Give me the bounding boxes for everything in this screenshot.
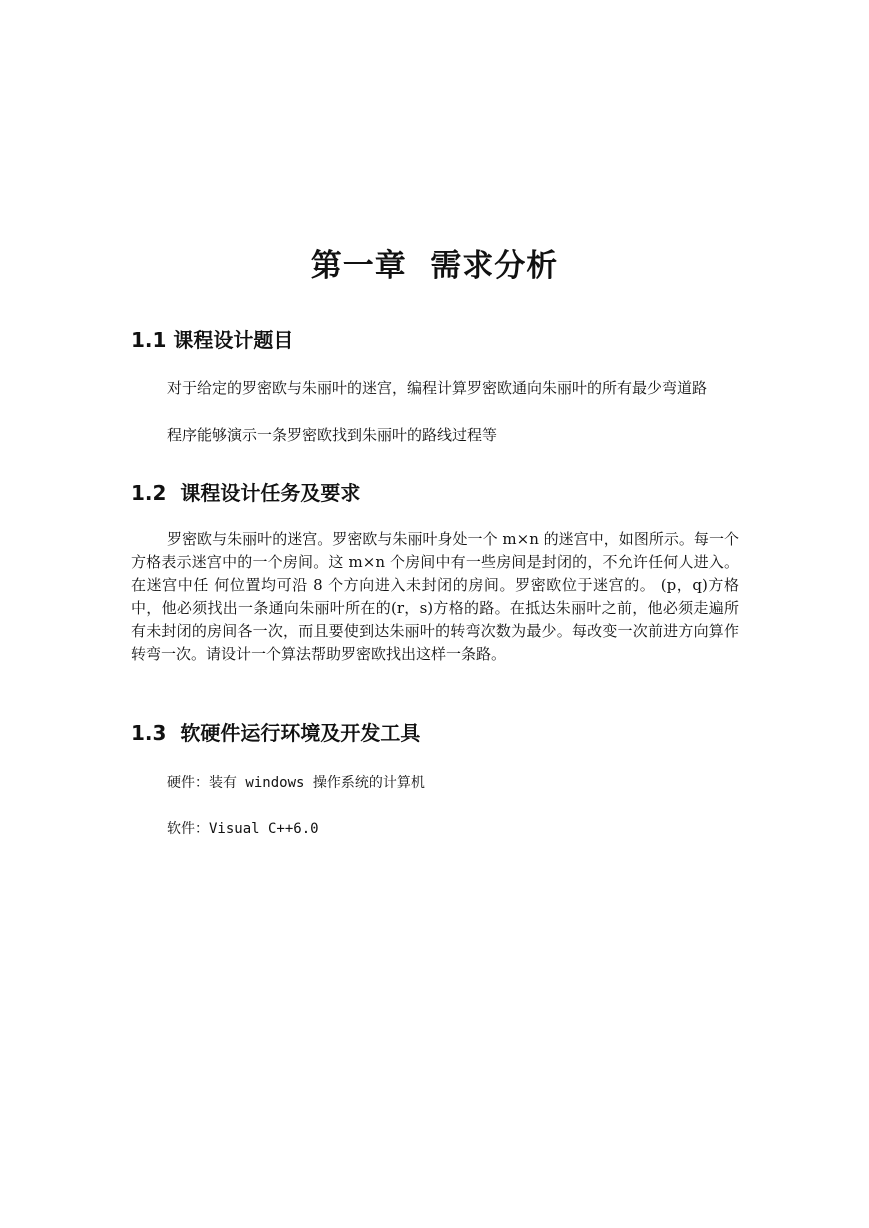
section-heading-1-3: 1.3 软硬件运行环境及开发工具 (131, 721, 421, 745)
section-1-2-paragraph-1: 罗密欧与朱丽叶的迷宫。罗密欧与朱丽叶身处一个 m×n 的迷宫中，如图所示。每一个方格表示迷宫中的一个房间。这 m×n 个房间中有一些房间是封闭的，不允许任何人进入。在迷宫中任 何位置均可沿 8 个方向进入未封闭的房间。罗密欧位于迷宫的。 (p，q)方格中，他必须找出一条通向朱丽叶所在的(r，s)方格的路。在抵达朱丽叶之前，他必须走遍所有未封闭的房间各一次，而且要使到达朱丽叶的转弯次数为最少。每改变一次前进方向算作转弯一次。请设计一个算法帮助罗密欧找出这样一条路。 (131, 530, 739, 663)
section-1-1-paragraph-1: 对于给定的罗密欧与朱丽叶的迷宫，编程计算罗密欧通向朱丽叶的所有最少弯道路 (167, 379, 708, 397)
chapter-title: 第一章 需求分析 (310, 248, 559, 284)
section-heading-1-2: 1.2 课程设计任务及要求 (131, 481, 361, 505)
section-1-3-software: 软件：Visual C++6.0 (167, 821, 319, 837)
section-1-1-paragraph-2: 程序能够演示一条罗密欧找到朱丽叶的路线过程等 (167, 426, 498, 444)
section-heading-1-1: 1.1 课程设计题目 (131, 328, 294, 352)
section-1-3-hardware: 硬件：装有 windows 操作系统的计算机 (167, 775, 425, 791)
